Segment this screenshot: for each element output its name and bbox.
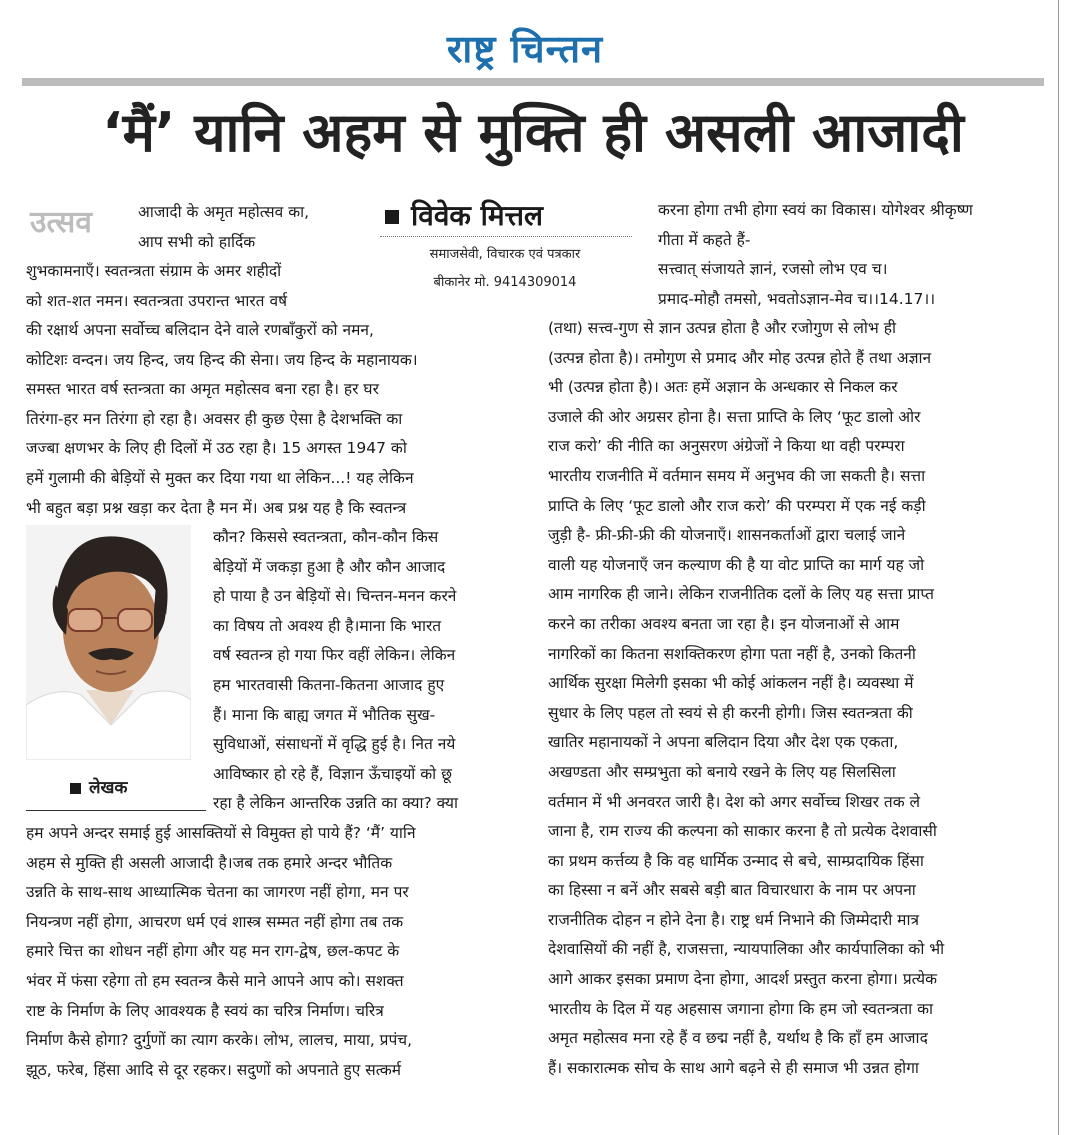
- intro-block-b: [26, 257, 360, 316]
- square-bullet-icon: [385, 210, 399, 224]
- byline-author: [385, 196, 645, 234]
- text-line: हम अपने अन्दर समाई हुई आसक्तियों से विमुक्त हो पाये हैं? ‘मैं’ यानि: [26, 824, 416, 842]
- text-line: रहा है लेकिन आन्तरिक उन्नति का क्या? क्या: [213, 794, 458, 813]
- text-line: अखण्डता और सम्प्रभुता को बनाये रखने के लिए यह सिलसिला: [548, 762, 896, 781]
- text-line: भी (उत्पन्न होता है)। अतः हमें अज्ञान के अन्धकार से निकल कर: [548, 378, 898, 397]
- photo-caption: [70, 775, 128, 798]
- photo-caption-text: लेखक: [89, 778, 128, 798]
- text-line: भारतीय राजनीति में वर्तमान समय में अनुभव की जा सकती है। सत्ता: [548, 466, 926, 485]
- text-line: अमृत महोत्सव मना रहे हैं व छद्म नहीं है, यर्थाथ है कि हाँ हम आजाद: [548, 1029, 928, 1048]
- text-line: प्राप्ति के लिए ‘फूट डालो और राज करो’ की परम्परा में एक नई कड़ी: [548, 496, 926, 515]
- text-line: सुविधाओं, संसाधनों में वृद्धि हुई है। नित नये: [213, 735, 456, 754]
- text-line: भी बहुत बड़ा प्रश्न खड़ा कर देता है मन में। अब प्रश्न यह है कि स्वतन्त्र: [26, 498, 407, 517]
- text-line: तिरंगा-हर मन तिरंगा हो रहा है। अवसर ही कुछ ऐसा है देशभक्ति का: [26, 409, 403, 428]
- text-line: राष्ट के निर्माण के लिए आवश्यक है स्वयं का चरित्र निर्माण। चरित्र: [26, 1001, 384, 1020]
- square-bullet-icon: [70, 783, 81, 794]
- text-line: हो पाया है उन बेड़ियों से। चिन्तन-मनन करने: [213, 587, 457, 606]
- caption-divider: [26, 810, 206, 811]
- author-portrait-image: [26, 525, 191, 760]
- text-line: शुभकामनाएँ। स्वतन्त्रता संग्राम के अमर शहीदों: [26, 262, 282, 280]
- text-line: राजनीतिक दोहन न होने देना है। राष्ट्र धर्म निभाने की जिम्मेदारी मात्र: [548, 910, 920, 929]
- text-line: देशवासियों की नहीं है, राजसत्ता, न्यायपालिका और कार्यपालिका को भी: [548, 940, 945, 959]
- headline: ‘मैं’ यानि अहम से मुक्ति ही असली आजादी: [102, 101, 964, 164]
- text-line: हैं। माना कि बाह्य जगत में भौतिक सुख-: [213, 705, 436, 724]
- byline-divider: [380, 236, 632, 237]
- left-bottom-paragraph: [26, 819, 529, 1085]
- text-line: भंवर में फंसा रहेगा तो हम स्वतन्त्र कैसे माने आपने आप को। सशक्त: [26, 971, 404, 990]
- photo-side-paragraph: [213, 523, 529, 819]
- text-line: जज्बा क्षणभर के लिए ही दिलों में उठ रहा है। 15 अगस्त 1947 को: [26, 439, 407, 458]
- text-line: खातिर महानायकों ने अपना बलिदान दिया और देश एक एकता,: [548, 733, 899, 752]
- text-line: नियन्त्रण नहीं होगा, आचरण धर्म एवं शास्त्र सम्मत नहीं होगा तब तक: [26, 912, 404, 931]
- page-edge-line: [1058, 0, 1059, 1135]
- text-line: कौन? किससे स्वतन्त्रता, कौन-कौन किस: [213, 528, 439, 546]
- text-line: उजाले की ओर अग्रसर होना है। सत्ता प्राप्ति के लिए ‘फूट डालो ओर: [548, 407, 921, 426]
- text-line: हैं। सकारात्मक सोच के साथ आगे बढ़ने से ही समाज भी उन्नत होगा: [548, 1058, 919, 1077]
- text-line: समस्त भारत वर्ष स्तन्त्रता का अमृत महोत्सव बना रहा है। हर घर: [26, 380, 379, 399]
- text-line: हम भारतवासी कितना-कितना आजाद हुए: [213, 675, 445, 694]
- text-line: को शत-शत नमन। स्वतन्त्रता उपरान्त भारत वर्ष: [26, 291, 288, 310]
- text-line: हमें गुलामी की बेड़ियों से मुक्त कर दिया गया था लेकिन...! यह लेकिन: [26, 468, 414, 487]
- text-line: सुधार के लिए पहल तो स्वयं से ही करनी होगी। जिस स्वतन्त्रता की: [548, 703, 913, 722]
- text-line: वाली यह योजनाएँ जन कल्याण की है या वोट प्राप्ति का मार्ग यह जो: [548, 555, 925, 574]
- text-line: आविष्कार हो रहे हैं, विज्ञान ऊँचाइयों को छू: [213, 764, 452, 783]
- text-line: बेड़ियों में जकड़ा हुआ है और कौन आजाद: [213, 557, 446, 576]
- section-rule: [22, 78, 1044, 86]
- author-name: विवेक मित्तल: [411, 199, 543, 232]
- text-line: का हिस्सा न बनें और सबसे बड़ी बात विचारधारा के नाम पर अपना: [548, 881, 916, 900]
- text-line: झूठ, फरेब, हिंसा आदि से दूर रहकर। सदुणों को अपनाते हुए सत्कर्म: [26, 1060, 402, 1079]
- intro-block-a: [138, 198, 360, 257]
- author-photo: [26, 525, 191, 760]
- text-line: गीता में कहते हैं-: [658, 230, 751, 249]
- text-line: नागरिकों का कितना सशक्तिकरण होगा पता नहीं है, उनको कितनी: [548, 644, 916, 663]
- text-line: आप सभी को हार्दिक: [138, 232, 256, 251]
- text-line: आजादी के अमृत महोत्सव का,: [138, 203, 310, 221]
- text-line: की रक्षार्थ अपना सर्वोच्च बलिदान देने वाले रणबाँकुरों को नमन,: [26, 321, 374, 339]
- kicker-label: उत्सव: [30, 205, 92, 240]
- text-line: वर्तमान में भी अनवरत जारी है। देश को अगर सर्वोच्च शिखर तक ले: [548, 792, 921, 811]
- section-title: राष्ट्र चिन्तन: [446, 27, 604, 71]
- author-location-phone: बीकानेर मो. 9414309014: [433, 275, 577, 290]
- text-line: भारतीय के दिल में यह अहसास जगाना होगा कि हम जो स्वतन्त्रता का: [548, 999, 934, 1018]
- text-line: करने का तरीका अवश्य बनता जा रहा है। इन योजनाओं से आम: [548, 614, 900, 633]
- text-line: आम नागरिक ही जाने। लेकिन राजनीतिक दलों के लिए यह सत्ता प्राप्त: [548, 585, 935, 604]
- text-line: जाना है, राम राज्य की कल्पना को साकार करना है तो प्रत्येक देशवासी: [548, 822, 937, 841]
- right-top-paragraph: [658, 196, 1046, 314]
- verse-line: सत्त्वात् संजायते ज्ञानं, रजसो लोभ एव च।: [658, 260, 888, 279]
- verse-line: प्रमाद-मोहौ तमसो, भवतोऽज्ञान-मेव च।।14.17।।: [658, 289, 936, 308]
- text-line: (उत्पन्न होता है)। तमोगुण से प्रमाद और मोह उत्पन्न होते हैं तथा अज्ञान: [548, 348, 932, 367]
- text-line: आर्थिक सुरक्षा मिलेगी इसका भी कोई आंकलन नहीं है। व्यवस्था में: [548, 674, 914, 693]
- text-line: करना होगा तभी होगा स्वयं का विकास। योगेश्वर श्रीकृष्ण: [658, 201, 973, 219]
- text-line: (तथा) सत्त्व-गुण से ज्ञान उत्पन्न होता है और रजोगुण से लोभ ही: [548, 319, 896, 337]
- text-line: निर्माण कैसे होगा? दुर्गुणों का त्याग करके। लोभ, लालच, माया, प्रपंच,: [26, 1031, 413, 1050]
- text-line: वर्ष स्वतन्त्र हो गया फिर वहीं लेकिन। लेकिन: [213, 646, 456, 665]
- text-line: आगे आकर इसका प्रमाण देना होगा, आदर्श प्रस्तुत करना होगा। प्रत्येक: [548, 970, 938, 989]
- text-line: का प्रथम कर्त्तव्य है कि वह धार्मिक उन्माद से बचे, साम्प्रदायिक हिंसा: [548, 851, 924, 870]
- text-line: उन्नति के साथ-साथ आध्यात्मिक चेतना का जागरण नहीं होगा, मन पर: [26, 883, 409, 902]
- text-line: का विषय तो अवश्य ही है।माना कि भारत: [213, 616, 442, 635]
- left-wide-paragraph: [26, 316, 529, 523]
- right-main-paragraph: [548, 314, 1046, 1083]
- text-line: कोटिशः वन्दन। जय हिन्द, जय हिन्द की सेना। जय हिन्द के महानायक।: [26, 350, 418, 369]
- text-line: जुड़ी है- फ्री-फ्री-फ्री की योजनाएँ। शासनकर्ताओं द्वारा चलाई जाने: [548, 526, 906, 545]
- text-line: राज करो’ की नीति का अनुसरण अंग्रेजों ने किया था वही परम्परा: [548, 437, 905, 456]
- text-line: अहम से मुक्ति ही असली आजादी है।जब तक हमारे अन्दर भौतिक: [26, 853, 393, 872]
- author-description: समाजसेवी, विचारक एवं पत्रकार: [429, 247, 581, 262]
- text-line: हमारे चित्त का शोधन नहीं होगा और यह मन राग-द्वेष, छल-कपट के: [26, 942, 400, 961]
